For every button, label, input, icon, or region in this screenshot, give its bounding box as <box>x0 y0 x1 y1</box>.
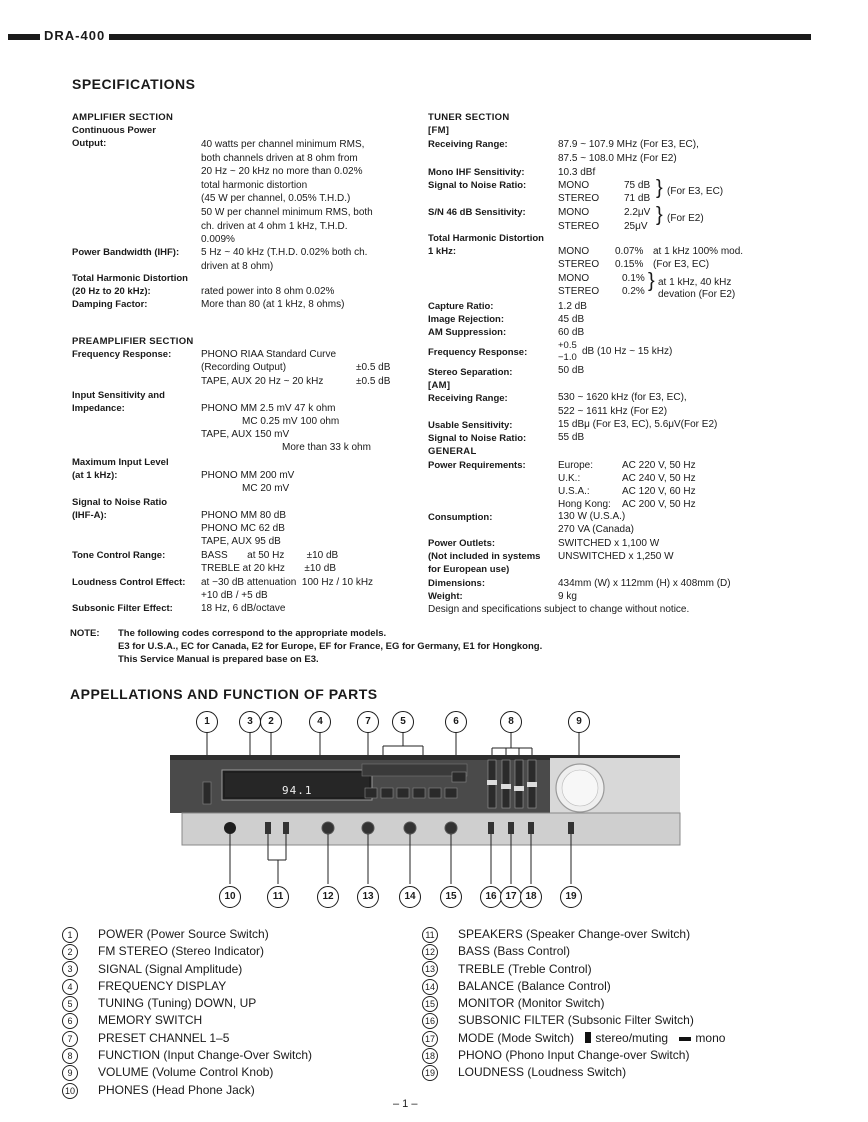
value-line: +10 dB / +5 dB <box>201 590 268 601</box>
parts-title: APPELLATIONS AND FUNCTION OF PARTS <box>70 686 378 702</box>
value-line: MONO <box>558 207 590 218</box>
label: Damping Factor: <box>72 299 148 310</box>
value-line: 71 dB <box>624 193 651 204</box>
disclaimer: Design and specifications subject to change without notice. <box>428 604 690 615</box>
legend-item <box>422 1030 725 1047</box>
callout-5: 5 <box>392 711 414 733</box>
value-line: More than 33 k ohm <box>282 442 371 453</box>
legend-item <box>422 943 725 960</box>
value-line: More than 80 (at 1 kHz, 8 ohms) <box>201 299 345 310</box>
legend-number: 4 <box>62 979 78 995</box>
mono-button-icon <box>679 1037 691 1041</box>
callout-19: 19 <box>560 886 582 908</box>
legend-item <box>62 926 312 943</box>
brace: } <box>656 177 663 199</box>
value-line: 15 dBμ (For E3, EC), 5.6μV(For E2) <box>558 419 718 430</box>
value-line: Hong Kong: <box>558 499 611 510</box>
value-line: at 1 kHz, 40 kHz <box>658 277 732 288</box>
legend-number: 1 <box>62 927 78 943</box>
value-line: 0.15% <box>615 259 644 270</box>
value-line: (Recording Output) <box>201 362 287 373</box>
value-line: Europe: <box>558 460 594 471</box>
label: Usable Sensitivity: <box>428 420 513 431</box>
legend-number: 15 <box>422 996 438 1012</box>
legend-number: 5 <box>62 996 78 1012</box>
value-line: 75 dB <box>624 180 651 191</box>
value-line: 40 watts per channel minimum RMS, <box>201 139 365 150</box>
legend-text: VOLUME (Volume Control Knob) <box>98 1065 274 1080</box>
legend-number: 14 <box>422 979 438 995</box>
legend-item <box>422 1047 725 1064</box>
legend-text: SUBSONIC FILTER (Subsonic Filter Switch) <box>458 1013 694 1028</box>
general-heading: GENERAL <box>428 446 477 457</box>
value-line: 130 W (U.S.A.) <box>558 511 626 522</box>
callout-8: 8 <box>500 711 522 733</box>
legend-text: SIGNAL (Signal Amplitude) <box>98 961 243 976</box>
label: Continuous Power <box>72 125 156 136</box>
callout-15: 15 <box>440 886 462 908</box>
value-line: TAPE, AUX 95 dB <box>201 536 281 547</box>
mode-mono-text: mono <box>695 1030 726 1045</box>
value-line: 0.2% <box>622 286 645 297</box>
value-line: dB (10 Hz ~ 15 kHz) <box>582 346 673 357</box>
legend-number: 7 <box>62 1031 78 1047</box>
label: Maximum Input Level <box>72 457 169 468</box>
value-line: STEREO <box>558 286 600 297</box>
value-line: MONO <box>558 246 590 257</box>
value-line: 0.1% <box>622 273 645 284</box>
callout-6: 6 <box>445 711 467 733</box>
value-line: PHONO MM 80 dB <box>201 510 287 521</box>
label: Output: <box>72 138 107 149</box>
value-line: devation (For E2) <box>658 289 736 300</box>
note-line: E3 for U.S.A., EC for Canada, E2 for Europe, EF for France, EG for Germany, E1 for Hongkong. <box>118 641 543 652</box>
legend-number: 9 <box>62 1065 78 1081</box>
page-number: – 1 – <box>393 1098 418 1110</box>
note-label: NOTE: <box>70 628 100 639</box>
value-line: PHONO MC 62 dB <box>201 523 285 534</box>
label: Weight: <box>428 591 463 602</box>
value-line: 530 ~ 1620 kHz (for E3, EC), <box>558 392 687 403</box>
label: Receiving Range: <box>428 139 508 150</box>
value-line: STEREO <box>558 259 600 270</box>
legend-number: 13 <box>422 961 438 977</box>
amplifier-section-heading: AMPLIFIER SECTION <box>72 112 174 123</box>
value-line: 50 dB <box>558 365 585 376</box>
legend-item <box>422 995 725 1012</box>
label: Dimensions: <box>428 578 486 589</box>
legend-item <box>62 995 312 1012</box>
value-line: 434mm (W) x 112mm (H) x 408mm (D) <box>558 578 731 589</box>
value-line: U.K.: <box>558 473 581 484</box>
callout-3: 3 <box>239 711 261 733</box>
label: Image Rejection: <box>428 314 505 325</box>
callout-13: 13 <box>357 886 379 908</box>
label: S/N 46 dB Sensitivity: <box>428 207 526 218</box>
legend-number: 19 <box>422 1065 438 1081</box>
value-line: rated power into 8 ohm 0.02% <box>201 286 335 297</box>
label: Frequency Response: <box>428 347 528 358</box>
value-line: 87.9 ~ 107.9 MHz (For E3, EC), <box>558 139 699 150</box>
legend-number: 8 <box>62 1048 78 1064</box>
label: Total Harmonic Distortion <box>428 233 544 244</box>
value-line: PHONO RIAA Standard Curve <box>201 349 337 360</box>
legend-text: PHONO (Phono Input Change-over Switch) <box>458 1048 690 1063</box>
legend-text: LOUDNESS (Loudness Switch) <box>458 1065 627 1080</box>
value-line: 1.2 dB <box>558 301 587 312</box>
legend-text: FREQUENCY DISPLAY <box>98 978 227 993</box>
value-line: −1.0 <box>558 352 577 363</box>
legend-text: TUNING (Tuning) DOWN, UP <box>98 996 257 1011</box>
legend-number: 2 <box>62 944 78 960</box>
label: Capture Ratio: <box>428 301 494 312</box>
value-line: ±0.5 dB <box>356 376 391 387</box>
label: (at 1 kHz): <box>72 470 118 481</box>
label: for European use) <box>428 564 510 575</box>
value-line: 10.3 dBf <box>558 167 596 178</box>
label: Total Harmonic Distortion <box>72 273 188 284</box>
callout-2: 2 <box>260 711 282 733</box>
value-line: 55 dB <box>558 432 585 443</box>
legend-item <box>422 1012 725 1029</box>
label: Mono IHF Sensitivity: <box>428 167 525 178</box>
label: (Not included in systems <box>428 551 541 562</box>
label: Input Sensitivity and <box>72 390 165 401</box>
specifications-title: SPECIFICATIONS <box>72 76 196 92</box>
value-line: driven at 8 ohm) <box>201 260 274 272</box>
value-line: AC 220 V, 50 Hz <box>622 460 696 471</box>
callout-11: 11 <box>267 886 289 908</box>
header-bar <box>8 34 811 40</box>
note-line: This Service Manual is prepared base on E3. <box>118 654 319 665</box>
legend-number: 16 <box>422 1013 438 1029</box>
value-line: AC 200 V, 50 Hz <box>622 499 696 510</box>
legend-item <box>422 926 725 943</box>
label: Signal to Noise Ratio: <box>428 180 527 191</box>
legend-text: PHONES (Head Phone Jack) <box>98 1082 255 1097</box>
callout-17: 17 <box>500 886 522 908</box>
label: Signal to Noise Ratio <box>72 497 168 508</box>
legend-item <box>422 978 725 995</box>
label: Impedance: <box>72 403 125 414</box>
legend-number: 3 <box>62 961 78 977</box>
callout-14: 14 <box>399 886 421 908</box>
value-line: PHONO MM 200 mV <box>201 470 295 481</box>
value-line: STEREO <box>558 221 600 232</box>
callout-16: 16 <box>480 886 502 908</box>
label: Receiving Range: <box>428 393 508 404</box>
legend-item <box>62 961 312 978</box>
power-bandwidth-values <box>201 246 367 273</box>
legend-item <box>422 1064 725 1081</box>
value-line: 5 Hz ~ 40 kHz (T.H.D. 0.02% both ch. <box>201 247 368 258</box>
model-title: DRA-400 <box>40 28 109 43</box>
value-line: 0.009% <box>201 234 235 246</box>
value-line: 45 dB <box>558 314 585 325</box>
legend-number: 10 <box>62 1083 78 1099</box>
legend-text: FUNCTION (Input Change-Over Switch) <box>98 1048 313 1063</box>
label: (20 Hz to 20 kHz): <box>72 286 151 297</box>
value-line: MC 20 mV <box>242 483 290 494</box>
value-line: 9 kg <box>558 591 577 602</box>
value-line: 270 VA (Canada) <box>558 524 634 535</box>
label: Consumption: <box>428 512 493 523</box>
am-subheading: [AM] <box>428 380 451 391</box>
value-line: +0.5 <box>558 340 577 351</box>
value-line: (For E3, EC) <box>667 186 724 197</box>
label: Subsonic Filter Effect: <box>72 603 173 614</box>
value-line: 25μV <box>624 221 648 232</box>
callout-4: 4 <box>309 711 331 733</box>
value-line: 18 Hz, 6 dB/octave <box>201 603 286 614</box>
value-line: at −30 dB attenuation 100 Hz / 10 kHz <box>201 577 374 588</box>
legend-item <box>62 1012 312 1029</box>
value-line: ±0.5 dB <box>356 362 391 373</box>
value-line: 87.5 ~ 108.0 MHz (For E2) <box>558 153 677 164</box>
legend-number: 11 <box>422 927 438 943</box>
value-line: U.S.A.: <box>558 486 590 497</box>
callout-1: 1 <box>196 711 218 733</box>
value-line: MONO <box>558 180 590 191</box>
legend-item <box>62 943 312 960</box>
callout-10: 10 <box>219 886 241 908</box>
label: Frequency Response: <box>72 349 172 360</box>
legend-text: MONITOR (Monitor Switch) <box>458 996 605 1011</box>
label: Loudness Control Effect: <box>72 577 186 588</box>
legend-number: 12 <box>422 944 438 960</box>
value-line: at 1 kHz 100% mod. <box>653 246 744 257</box>
legend-text: BALANCE (Balance Control) <box>458 978 611 993</box>
callout-9: 9 <box>568 711 590 733</box>
value-line: MC 0.25 mV 100 ohm <box>242 416 340 427</box>
legend-left <box>62 926 312 1099</box>
value-line: (For E2) <box>667 213 704 224</box>
legend-item <box>62 1047 312 1064</box>
legend-number: 17 <box>422 1031 438 1047</box>
legend-item <box>62 1030 312 1047</box>
label: AM Suppression: <box>428 327 507 338</box>
value-line: UNSWITCHED x 1,250 W <box>558 551 674 562</box>
continuous-power-values <box>201 138 373 247</box>
legend-right <box>422 926 725 1082</box>
value-line: 2.2μV <box>624 207 651 218</box>
value-line: 522 ~ 1611 kHz (For E2) <box>558 406 668 417</box>
front-panel-illustration <box>170 700 830 920</box>
fm-subheading: [FM] <box>428 125 450 136</box>
legend-text: BASS (Bass Control) <box>458 944 571 959</box>
legend-text: MEMORY SWITCH <box>98 1013 203 1028</box>
legend-item <box>62 1064 312 1081</box>
callout-12: 12 <box>317 886 339 908</box>
value-line: AC 120 V, 60 Hz <box>622 486 696 497</box>
legend-number: 18 <box>422 1048 438 1064</box>
stereo-button-icon <box>585 1032 591 1043</box>
label: Power Bandwidth (IHF): <box>72 247 180 258</box>
legend-item <box>62 1082 312 1099</box>
legend-text: TREBLE (Treble Control) <box>458 961 592 976</box>
legend-text: POWER (Power Source Switch) <box>98 927 269 941</box>
legend-text: PRESET CHANNEL 1–5 <box>98 1030 230 1045</box>
brace: } <box>656 204 663 226</box>
label: Power Requirements: <box>428 460 526 471</box>
value-line: TREBLE at 20 kHz ±10 dB <box>201 563 336 574</box>
value-line: STEREO <box>558 193 600 204</box>
value-line: 60 dB <box>558 327 585 338</box>
value-line: TAPE, AUX 20 Hz ~ 20 kHz <box>201 376 324 387</box>
value-line: both channels driven at 8 ohm from <box>201 152 358 164</box>
label: Tone Control Range: <box>72 550 166 561</box>
value-line: 0.07% <box>615 246 644 257</box>
frequency-display-readout: 94.1 <box>282 784 313 797</box>
value-line: SWITCHED x 1,100 W <box>558 538 660 549</box>
mode-stereo-text: stereo/muting <box>595 1030 669 1045</box>
brace: } <box>648 270 655 292</box>
label: Power Outlets: <box>428 538 496 549</box>
legend-number: 6 <box>62 1013 78 1029</box>
label: (IHF-A): <box>72 510 107 521</box>
value-line: TAPE, AUX 150 mV <box>201 429 290 440</box>
value-line: ch. driven at 4 ohm 1 kHz, T.H.D. <box>201 220 348 232</box>
value-line: (For E3, EC) <box>653 259 710 270</box>
callout-7: 7 <box>357 711 379 733</box>
label: 1 kHz: <box>428 246 456 257</box>
legend-text: FM STEREO (Stereo Indicator) <box>98 944 265 959</box>
legend-item <box>62 978 312 995</box>
tuner-section-heading: TUNER SECTION <box>428 112 510 123</box>
value-line: BASS at 50 Hz ±10 dB <box>201 550 339 561</box>
label: Stereo Separation: <box>428 367 513 378</box>
note-line: The following codes correspond to the appropriate models. <box>118 628 387 639</box>
value-line: AC 240 V, 50 Hz <box>622 473 696 484</box>
legend-text: SPEAKERS (Speaker Change-over Switch) <box>458 927 691 941</box>
callout-18: 18 <box>520 886 542 908</box>
value-line: MONO <box>558 273 590 284</box>
legend-item <box>422 961 725 978</box>
label: Signal to Noise Ratio: <box>428 433 527 444</box>
value-line: (45 W per channel, 0.05% T.H.D.) <box>201 193 351 205</box>
preamplifier-section-heading: PREAMPLIFIER SECTION <box>72 336 194 347</box>
value-line: 20 Hz ~ 20 kHz no more than 0.02% <box>201 166 363 178</box>
value-line: 50 W per channel minimum RMS, both <box>201 206 373 218</box>
legend-text: MODE (Mode Switch) <box>458 1030 575 1045</box>
value-line: total harmonic distortion <box>201 179 308 191</box>
value-line: PHONO MM 2.5 mV 47 k ohm <box>201 403 336 414</box>
